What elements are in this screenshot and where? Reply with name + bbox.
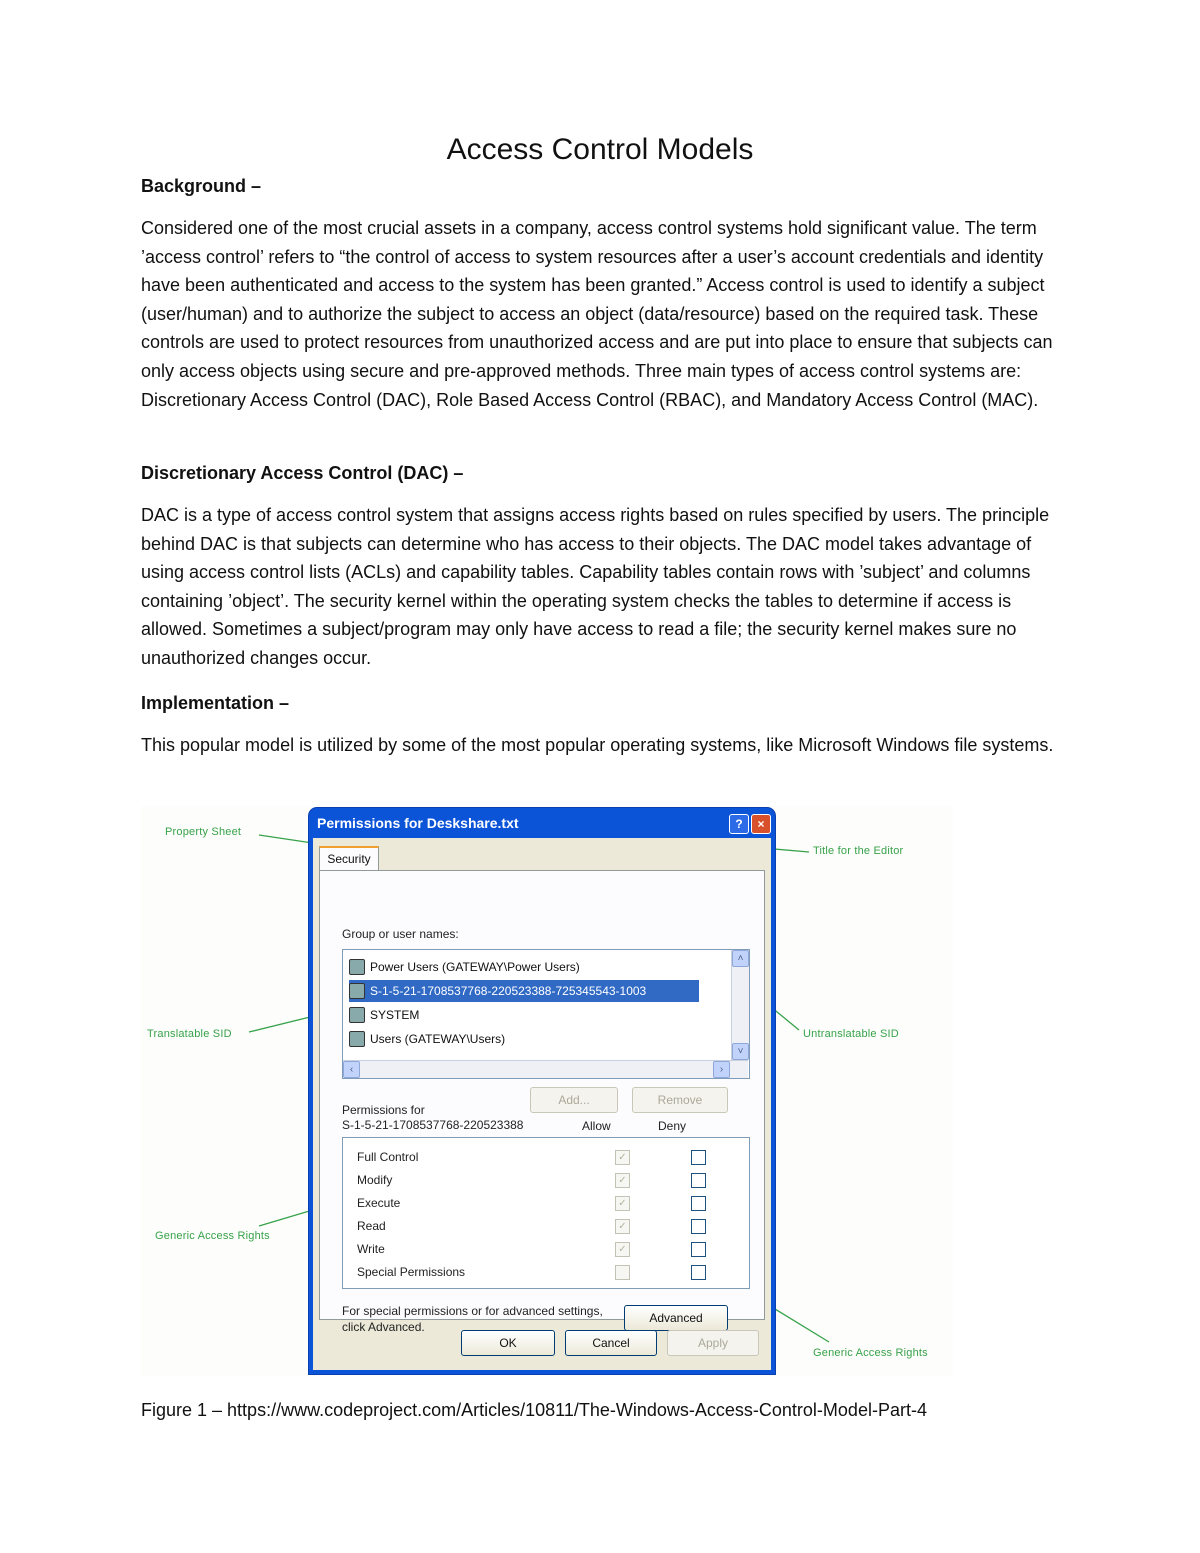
group-or-user-label: Group or user names: bbox=[342, 927, 459, 941]
list-item[interactable]: Users (GATEWAY\Users) bbox=[349, 1028, 719, 1050]
deny-checkbox[interactable] bbox=[691, 1265, 706, 1280]
tab-security[interactable]: Security bbox=[319, 846, 379, 870]
horizontal-scrollbar[interactable] bbox=[343, 1060, 748, 1078]
user-listbox[interactable] bbox=[342, 949, 750, 1079]
list-item[interactable]: Power Users (GATEWAY\Power Users) bbox=[349, 956, 719, 978]
permissions-for-label: Permissions for bbox=[342, 1103, 425, 1117]
ok-button[interactable]: OK bbox=[461, 1330, 555, 1356]
scroll-up-icon[interactable]: ˄ bbox=[732, 950, 749, 967]
paragraph-dac: DAC is a type of access control system that assigns access rights based on rules specified by users. The principle behind DAC is that subjects can determine who has access to their objects. The DAC model takes advantage of using access control lists (ACLs) and capability tables. Capability tables contain rows with ’subject’ and columns containing ’object’. The security kernel within the operating system checks the tables to determine if access is allowed. Sometimes a subject/program may only have access to read a file; the security kernel makes sure no unauthorized changes occur. bbox=[141, 505, 1050, 668]
deny-checkbox[interactable] bbox=[691, 1150, 706, 1165]
scroll-down-icon[interactable]: ˅ bbox=[732, 1043, 749, 1060]
callout-generic-rights-left: Generic Access Rights bbox=[155, 1230, 270, 1242]
close-icon[interactable]: × bbox=[751, 814, 771, 834]
group-icon bbox=[349, 959, 365, 975]
remove-button[interactable]: Remove bbox=[632, 1087, 728, 1113]
deny-checkbox[interactable] bbox=[691, 1242, 706, 1257]
list-item-selected[interactable]: S-1-5-21-1708537768-220523388-725345543-1003 bbox=[349, 980, 699, 1002]
group-icon bbox=[349, 1031, 365, 1047]
scroll-left-icon[interactable]: ‹ bbox=[343, 1061, 360, 1078]
permissions-list bbox=[342, 1137, 750, 1289]
dialog-body bbox=[313, 838, 771, 1370]
allow-checkbox[interactable]: ✓ bbox=[615, 1242, 630, 1257]
allow-checkbox[interactable] bbox=[615, 1265, 630, 1280]
callout-title-for-editor: Title for the Editor bbox=[813, 845, 904, 857]
section-heading-implementation: Implementation – bbox=[141, 693, 290, 713]
cancel-button[interactable]: Cancel bbox=[565, 1330, 657, 1356]
advanced-hint: For special permissions or for advanced settings, click Advanced. bbox=[342, 1304, 603, 1334]
dialog-title: Permissions for Deskshare.txt bbox=[317, 815, 519, 831]
allow-column-header: Allow bbox=[582, 1119, 611, 1133]
callout-generic-rights-right: Generic Access Rights bbox=[813, 1347, 928, 1359]
permission-row: Write ✓ bbox=[357, 1238, 737, 1260]
group-icon bbox=[349, 1007, 365, 1023]
unknown-user-icon bbox=[349, 983, 365, 999]
allow-checkbox[interactable]: ✓ bbox=[615, 1150, 630, 1165]
add-button[interactable]: Add... bbox=[530, 1087, 618, 1113]
deny-checkbox[interactable] bbox=[691, 1173, 706, 1188]
scroll-right-icon[interactable]: › bbox=[713, 1061, 730, 1078]
advanced-button[interactable]: Advanced bbox=[624, 1305, 728, 1331]
permission-row: Special Permissions bbox=[357, 1261, 737, 1283]
paragraph-implementation: This popular model is utilized by some of the most popular operating systems, like Microsoft Windows file systems. bbox=[141, 735, 1054, 755]
figure-permissions-dialog bbox=[141, 806, 953, 1376]
permissions-for-sid: S-1-5-21-1708537768-220523388 bbox=[342, 1118, 524, 1132]
list-item[interactable]: SYSTEM bbox=[349, 1004, 719, 1026]
help-icon[interactable]: ? bbox=[729, 814, 749, 834]
deny-checkbox[interactable] bbox=[691, 1196, 706, 1211]
deny-checkbox[interactable] bbox=[691, 1219, 706, 1234]
vertical-scrollbar[interactable] bbox=[731, 950, 749, 1060]
security-tab-panel bbox=[319, 870, 765, 1334]
permissions-dialog-window bbox=[309, 808, 775, 1374]
figure-caption: Figure 1 – https://www.codeproject.com/Articles/10811/The-Windows-Access-Control-Model-Part-4 bbox=[141, 1400, 927, 1420]
document-title: Access Control Models bbox=[446, 133, 754, 166]
section-heading-dac: Discretionary Access Control (DAC) – bbox=[141, 463, 464, 483]
paragraph-background: Considered one of the most crucial assets in a company, access control systems hold significant value. The term ’access control’ refers to “the control of access to system resources after a user’s account credentials and identity have been authenticated and access to the system has been granted.” Access control is used to identify a subject (user/human) and to authorize the subject to access an object (data/resource) based on the required task. These controls are used to protect resources from unauthorized access and are put into place to ensure that subjects can only access objects using secure and pre-approved methods. Three main types of access control systems are: Discretionary Access Control (DAC), Role Based Access Control (RBAC), and Mandatory Access Control (MAC). bbox=[141, 218, 1053, 410]
allow-checkbox[interactable]: ✓ bbox=[615, 1196, 630, 1211]
permission-row: Modify ✓ bbox=[357, 1169, 737, 1191]
permission-row: Read ✓ bbox=[357, 1215, 737, 1237]
permission-row: Full Control ✓ bbox=[357, 1146, 737, 1168]
callout-translatable-sid: Translatable SID bbox=[147, 1028, 232, 1040]
callout-property-sheet: Property Sheet bbox=[165, 826, 242, 838]
allow-checkbox[interactable]: ✓ bbox=[615, 1173, 630, 1188]
apply-button[interactable]: Apply bbox=[667, 1330, 759, 1356]
callout-untranslatable-sid: Untranslatable SID bbox=[803, 1028, 899, 1040]
deny-column-header: Deny bbox=[658, 1119, 687, 1133]
allow-checkbox[interactable]: ✓ bbox=[615, 1219, 630, 1234]
section-heading-background: Background – bbox=[141, 176, 262, 196]
permission-row: Execute ✓ bbox=[357, 1192, 737, 1214]
